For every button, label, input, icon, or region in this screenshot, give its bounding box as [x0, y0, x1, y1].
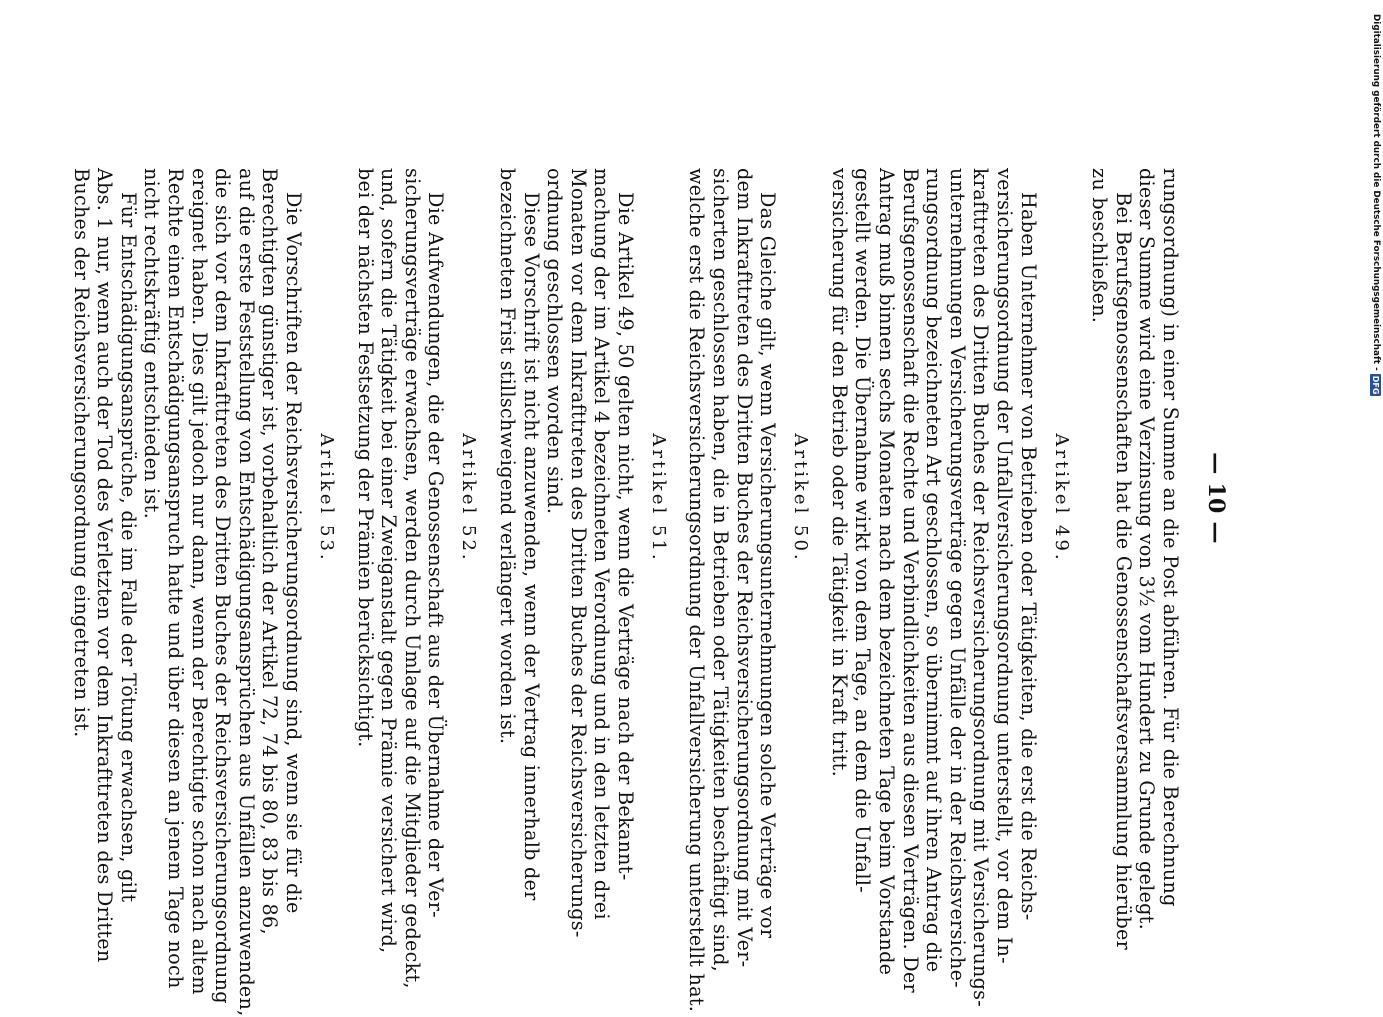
- text-line: ordnung geschlossen worden sind.: [543, 168, 567, 515]
- text-line: Bei Berufsgenossenschaften hat die Genossenschaftsversammlung hierüber: [1111, 192, 1135, 951]
- text-line: ereignet haben. Dies gilt jedoch nur dann, wenn der Berechtigte schon nach altem: [187, 168, 211, 995]
- text-line: versicherungsordnung der Unfallversicherungsordnung unterstellt, vor dem In-: [993, 168, 1017, 964]
- article-49-paragraph: [827, 168, 1040, 1007]
- text-line: Für Entschädigungsansprüche, die im Falle der Tötung erwachsen, gilt: [116, 192, 140, 903]
- text-line: Antrag muß binnen sechs Monaten nach dem bezeichneten Tage beim Vorstande: [875, 168, 899, 976]
- text-line: dieser Summe wird eine Verzinsung von 3½ vom Hundert zu Grunde gelegt.: [1135, 168, 1159, 930]
- text-line: sicherten geschlossen haben, die in Betrieben oder Tätigkeiten beschäftigt sind,: [709, 168, 733, 973]
- article-50-paragraph: [685, 168, 780, 1013]
- article-52-paragraph: [353, 168, 448, 989]
- text-line: krafttreten des Dritten Buches der Reichsversicherungsordnung mit Versicherungs-: [969, 168, 993, 1007]
- text-line: und, sofern die Tätigkeit bei einer Zweiganstalt gegen Prämie versichert wird,: [377, 168, 401, 954]
- text-line: Monaten vor dem Inkrafttreten des Dritten Buches der Reichsversicherungs-: [566, 168, 590, 938]
- text-line: Die Vorschriften der Reichsversicherungsordnung sind, wenn sie für die: [281, 192, 305, 914]
- text-line: dem Inkrafttreten des Dritten Buches der Reichsversicherungsordnung mit Ver-: [732, 168, 756, 968]
- text-line: Die Artikel 49, 50 gelten nicht, wenn die Verträge nach der Bekannt-: [613, 192, 637, 881]
- dfg-logo: DFG: [1371, 375, 1381, 395]
- text-line: Haben Unternehmer von Betrieben oder Tätigkeiten, die erst die Reichs-: [1016, 192, 1040, 921]
- text-line: auf die erste Feststellung von Entschädigungsansprüchen aus Unfällen anzuwenden,: [234, 168, 258, 1017]
- article-49-title: Artikel 49.: [1050, 433, 1072, 563]
- text-line: bezeichneten Frist stillschweigend verlängert worden ist.: [495, 168, 519, 745]
- article-51-paragraph-2: [495, 168, 543, 901]
- article-53-paragraph-1: [140, 168, 305, 1017]
- page-number-header: — 10 —: [1203, 452, 1229, 544]
- article-51-paragraph-1: [543, 168, 637, 938]
- text-line: Berufsgenossenschaft die Rechte und Verbindlichkeiten aus diesen Verträgen. Der: [898, 168, 922, 993]
- text-line: bei der nächsten Festsetzung der Prämien berücksichtigt.: [353, 168, 377, 748]
- article-52-title: Artikel 52.: [458, 433, 480, 563]
- text-line: nicht rechtskräftig entschieden ist.: [140, 168, 164, 519]
- text-line: die sich vor dem Inkrafttreten des Dritten Buches der Reichsversicherungsordnung: [211, 168, 235, 1004]
- funding-notice: Digitalisierung gefördert durch die Deutsche Forschungsgemeinschaft -: [1371, 14, 1381, 371]
- text-line: Rechte einen Entschädigungsanspruch hatte und über diesen an jenem Tage noch: [164, 168, 187, 989]
- article-51-title: Artikel 51.: [647, 433, 669, 563]
- text-line: Abs. 1 nur, wenn auch der Tod des Verletzten vor dem Inkrafttreten des Dritten: [93, 168, 117, 963]
- article-53-title: Artikel 53.: [315, 433, 337, 563]
- text-line: gestellt werden. Die Übernahme wirkt von dem Tage, an dem die Unfall-: [851, 168, 875, 893]
- text-line: Diese Vorschrift ist nicht anzuwenden, wenn der Vertrag innerhalb der: [519, 192, 543, 901]
- text-line: unternehmungen Versicherungsverträge gegen Unfälle der in der Reichsversiche-: [945, 168, 969, 988]
- text-line: sicherungsverträge erwachsen, werden durch Umlage auf die Mitglieder gedeckt,: [400, 168, 424, 989]
- text-line: Buches der Reichsversicherungsordnung eingetreten ist.: [69, 168, 93, 738]
- text-line: Das Gleiche gilt, wenn Versicherungsunternehmungen solche Verträge vor: [756, 192, 780, 939]
- text-line: Berechtigten günstiger ist, vorbehaltlich der Artikel 72, 74 bis 80, 83 bis 86,: [258, 168, 282, 935]
- text-line: welche erst die Reichsversicherungsordnung der Unfallversicherung unterstellt hat.: [685, 168, 709, 1013]
- opening-paragraph: [1088, 168, 1182, 951]
- text-line: versicherung für den Betrieb oder die Tätigkeit in Kraft tritt.: [827, 168, 851, 777]
- text-line: Die Aufwendungen, die der Genossenschaft aus der Übernahme der Ver-: [424, 192, 448, 918]
- article-50-title: Artikel 50.: [790, 433, 812, 563]
- text-line: machung der im Artikel 4 bezeichneten Verordnung und in den letzten drei: [590, 168, 614, 920]
- text-line: rungsordnung) in einer Summe an die Post abführen. Für die Berechnung: [1159, 168, 1182, 907]
- text-line: rungsordnung bezeichneten Art geschlossen, so übernimmt auf ihren Antrag die: [922, 168, 946, 973]
- article-53-paragraph-2: [69, 168, 140, 963]
- text-line: zu beschließen.: [1088, 168, 1112, 324]
- document-page: [69, 168, 1248, 1017]
- digitalization-note: [1368, 14, 1382, 994]
